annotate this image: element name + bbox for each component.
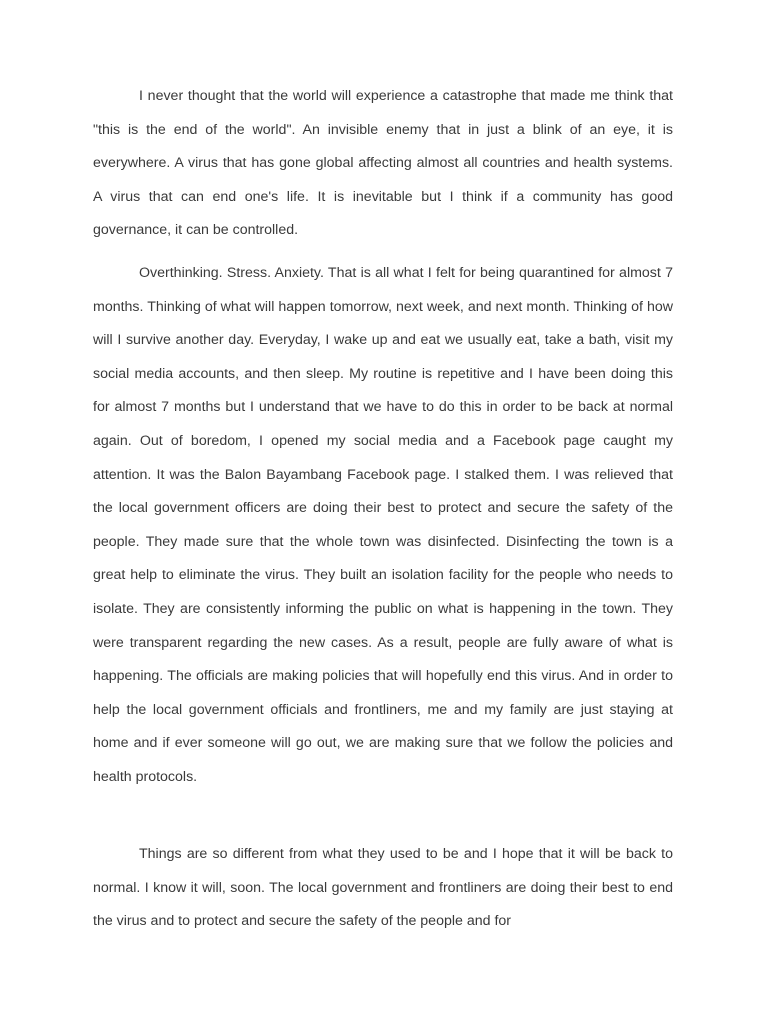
paragraph-3: Things are so different from what they used to be and I hope that it will be back to normal. I know it will, soon. The local government and frontliners are doing their best to end the virus and to protect and secure the safety of the people and for bbox=[93, 846, 673, 930]
paragraph-2: Overthinking. Stress. Anxiety. That is all what I felt for being quarantined for almost 7 months. Thinking of what will happen tomorrow, next week, and next month. Thinking of how will I survive another day. Everyday, I wake up and eat we usually eat, take a bath, visit my social media accounts, and then sleep. My routine is repetitive and I have been doing this for almost 7 months but I understand that we have to do this in order to be back at normal again. Out of boredom, I opened my social media and a Facebook page caught my attention. It was the Balon Bayambang Facebook page. I stalked them. I was relieved that the local government officers are doing their best to protect and secure the safety of the people. They made sure that the whole town was disinfected. Disinfecting the town is a great help to eliminate the virus. They built an isolation facility for the people who needs to isolate. They are consistently informing the public on what is happening in the town. They were transparent regarding the new cases. As a result, people are fully aware of what is happening. The officials are making policies that will hopefully end this virus. And in order to help the local government officials and frontliners, me and my family are just staying at home and if ever someone will go out, we are making sure that we follow the policies and health protocols. bbox=[93, 265, 673, 785]
paragraph-1: I never thought that the world will experience a catastrophe that made me think that "this is the end of the world". An invisible enemy that in just a blink of an eye, it is everywhere. A virus that has gone global affecting almost all countries and health systems. A virus that can end one's life. It is inevitable but I think if a community has good governance, it can be controlled. bbox=[93, 88, 673, 239]
